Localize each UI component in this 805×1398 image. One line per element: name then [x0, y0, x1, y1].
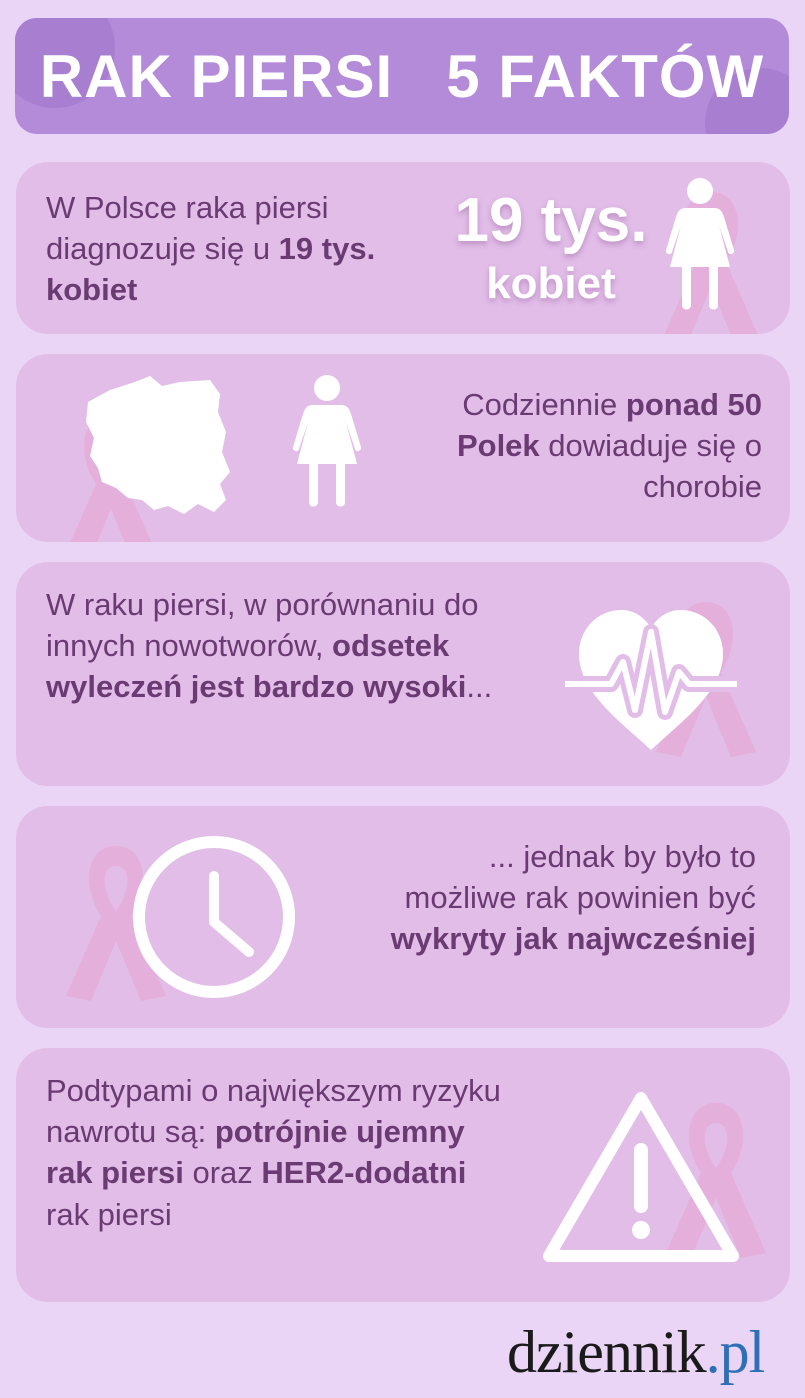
fact-5-text-part: Podtypami o największym ryzyku nawrotu są: [46, 1073, 501, 1150]
fact-card-2 [16, 354, 790, 542]
logo-tld: pl [719, 1319, 765, 1385]
fact-1-highlight: 19 tys. kobiet [46, 231, 376, 308]
warning-icon [541, 1088, 741, 1268]
woman-icon [291, 374, 363, 509]
fact-3-text-part: ... [466, 669, 493, 705]
fact-5-highlight: HER2-dodatni [261, 1155, 467, 1191]
fact-4-text-part: ... jednak by było to możliwe rak powinien być [404, 839, 756, 916]
fact-5-text [46, 1070, 516, 1235]
poland-map-icon [80, 372, 240, 522]
logo-dot: . [705, 1319, 720, 1385]
fact-card-5 [16, 1048, 790, 1302]
fact-2-text [406, 384, 762, 508]
fact-1-text [46, 187, 396, 311]
fact-card-4 [16, 806, 790, 1028]
fact-3-text [46, 584, 516, 708]
logo-name: dziennik [507, 1319, 706, 1385]
woman-icon [664, 177, 736, 312]
fact-2-highlight: ponad 50 Polek [456, 387, 762, 464]
brand-logo [507, 1318, 764, 1388]
fact-5-text-part: oraz [183, 1155, 262, 1191]
fact-4-highlight: wykryty jak najwcześniej [390, 921, 756, 957]
fact-1-text-part: W Polsce raka piersi diagnozuje się u [46, 190, 329, 267]
fact-card-1 [16, 162, 790, 334]
fact-4-text [386, 836, 756, 960]
fact-3-text-part: W raku piersi, w porównaniu do innych nowotworów, [46, 587, 479, 664]
fact-5-text-part: rak piersi [46, 1196, 172, 1232]
big-unit: kobiet [486, 259, 616, 308]
fact-card-3 [16, 562, 790, 786]
fact-2-text-part: Codziennie [462, 387, 626, 422]
fact-3-highlight: odsetek wyleczeń jest bardzo wysoki [46, 628, 467, 705]
heart-pulse-icon [561, 592, 741, 757]
header-banner [15, 18, 789, 134]
fact-5-highlight: potrójnie ujemny rak piersi [46, 1114, 465, 1191]
big-number: 19 tys. [454, 186, 648, 255]
fact-2-text-part: dowiaduje się o chorobie [539, 428, 762, 505]
page-title: RAK PIERSI 5 FAKTÓW [39, 42, 765, 110]
clock-icon [131, 834, 297, 1000]
